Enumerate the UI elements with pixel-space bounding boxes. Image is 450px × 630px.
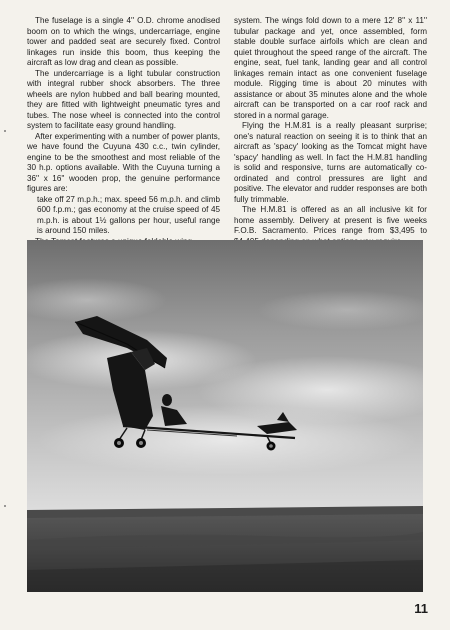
tomcat-flying-photo — [27, 240, 423, 592]
page-number: 11 — [414, 601, 428, 616]
aircraft-photo — [27, 240, 423, 592]
right-column — [234, 16, 427, 244]
paragraph-wing-fold: system. The wings fold down to a mere 12' 8'' x 11'' tubular package and yet, once assembled, form stable double surface airfoils which are clean and quiet throughout the speed range of the aircraft. The engine, seat, fuel tank, landing gear and all control linkages remain intact as one convenient fuselage module. Rigging time is about 20 minutes with assistance or about 35 minutes alone and the whole aircraft can be transported on a car roof rack and stored in a normal garage. — [234, 16, 427, 120]
article-columns — [27, 16, 427, 244]
paragraph-fuselage: The fuselage is a single 4'' O.D. chrome anodised boom on to which the wings, undercarriage, engine tower and padded seat are securely fixed. Control linkages run inside this boom, thus keeping the aircraft as low drag and clean as possible. — [27, 16, 220, 67]
performance-figures: take off 27 m.p.h.; max. speed 56 m.p.h. and climb 600 f.p.m.; gas economy at the cruise speed of 45 m.p.h. is about 1½ gallons per hour, useful range is around 150 miles. — [37, 194, 220, 235]
paragraph-engine: After experimenting with a number of power plants, we have found the Cuyuna 430 c.c., twin cylinder, engine to be the smoothest and most reliable of the 30 h.p. options available. With the Cuyuna turning a 36'' x 16'' wooden prop, the genuine performance figures are: — [27, 131, 220, 193]
paragraph-undercarriage: The undercarriage is a light tubular construction with integral rubber shock absorbers. The three wheels are nylon hubbed and ball bearing mounted, they are fitted with lightweight pneumatic tyres and tubes. The nose wheel is connected into the control system to facilitate easy ground handling. — [27, 68, 220, 130]
paragraph-kit: The H.M.81 is offered as an all inclusive kit for home assembly. Delivery at present is five weeks F.O.B. Sacramento. Prices range from $3,495 to — [234, 205, 427, 235]
left-column — [27, 16, 220, 244]
paragraph-flying: Flying the H.M.81 is a really pleasant surprise; one's natural reaction on seeing it is to think that an aircraft as 'spacy' looking as the Tomcat might have 'spacy' handling as well. In fact the H.M.81 handling is solid and responsive, turns are automatically co-ordinated and control pressures are light and positive. The elevator and rudder responses are both fully trimmable. — [234, 121, 427, 204]
page-mark — [4, 505, 6, 507]
page-mark — [4, 130, 6, 132]
